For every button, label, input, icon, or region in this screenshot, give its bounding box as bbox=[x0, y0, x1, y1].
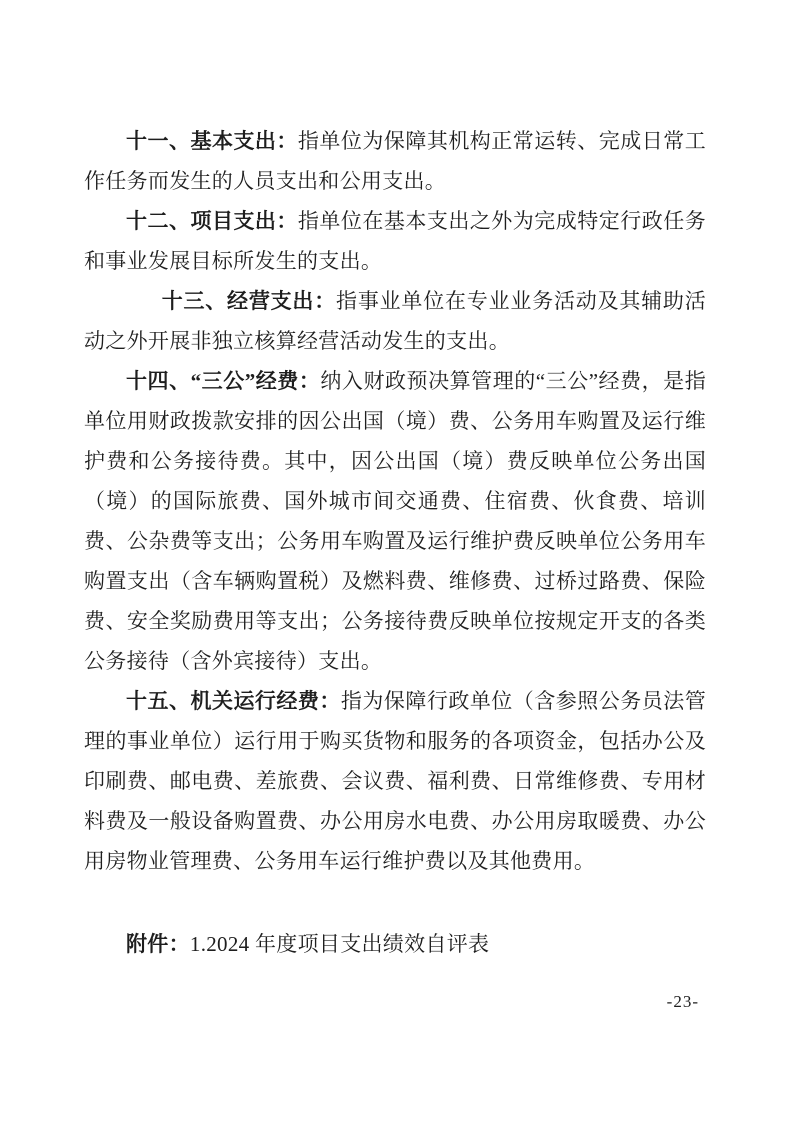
document-paragraph bbox=[84, 201, 706, 281]
document-paragraph bbox=[84, 361, 706, 681]
document-paragraph bbox=[84, 681, 706, 881]
paragraph-text: 纳入财政预决算管理的“三公”经费，是指单位用财政拨款安排的因公出国（境）费、公务用车购置及运行维护费和公务接待费。其中，因公出国（境）费反映单位公务出国（境）的国际旅费、国外城市间交通费、住宿费、伙食费、培训费、公杂费等支出；公务用车购置及运行维护费反映单位公务用车购置支出（含车辆购置税）及燃料费、维修费、过桥过路费、保险费、安全奖励费用等支出；公务接待费反映单位按规定开支的各类公务接待（含外宾接待）支出。 bbox=[84, 369, 707, 673]
document-paragraph bbox=[84, 121, 706, 201]
paragraph-lead-term: 十五、机关运行经费： bbox=[126, 689, 341, 713]
attachment-line bbox=[84, 924, 706, 964]
attachment-label: 附件： bbox=[126, 932, 190, 956]
paragraph-lead-term: 十二、项目支出： bbox=[126, 209, 298, 233]
paragraph-text: 指为保障行政单位（含参照公务员法管理的事业单位）运行用于购买货物和服务的各项资金，包括办公及印刷费、邮电费、差旅费、会议费、福利费、日常维修费、专用材料费及一般设备购置费、办公用房水电费、办公用房取暖费、办公用房物业管理费、公务用车运行维护费以及其他费用。 bbox=[84, 689, 706, 873]
paragraph-lead-term: 十三、经营支出： bbox=[161, 289, 337, 313]
paragraph-lead-term: 十四、“三公”经费： bbox=[126, 369, 321, 393]
paragraph-lead-term: 十一、基本支出： bbox=[126, 129, 298, 153]
attachment-text: 1.2024 年度项目支出绩效自评表 bbox=[189, 932, 490, 956]
document-paragraph bbox=[84, 281, 706, 361]
page-number: -23- bbox=[666, 992, 699, 1011]
paragraph-text: 指单位为保障其机构正常运转、完成日常工作任务而发生的人员支出和公用支出。 bbox=[84, 129, 706, 193]
paragraph-list bbox=[84, 121, 706, 881]
paragraph-text: 指单位在基本支出之外为完成特定行政任务和事业发展目标所发生的支出。 bbox=[84, 209, 706, 273]
paragraph-text: 指事业单位在专业业务活动及其辅助活动之外开展非独立核算经营活动发生的支出。 bbox=[84, 289, 706, 353]
document-body bbox=[84, 121, 706, 964]
